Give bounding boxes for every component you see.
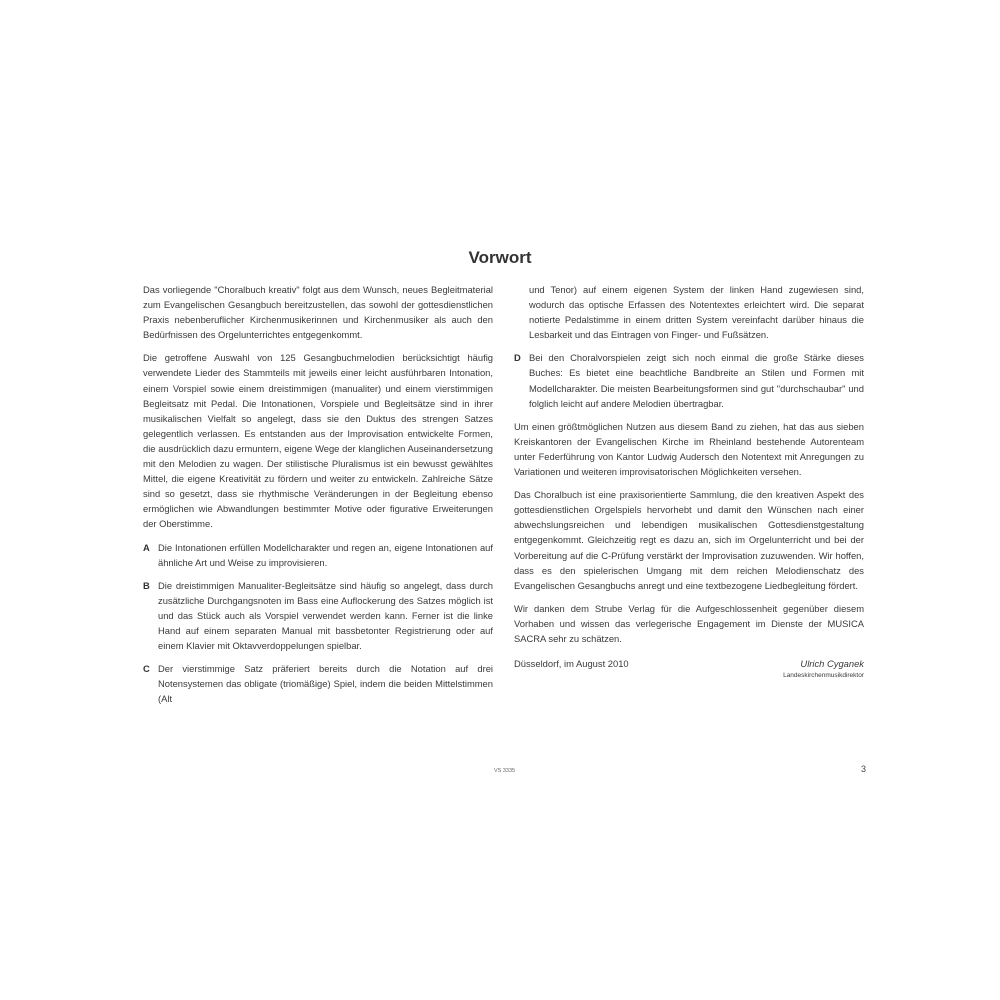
item-text-d: Bei den Choralvorspielen zeigt sich noch einmal die große Stärke dieses Buches: Es bietet eine beachtliche Bandbreite an Stilen und Formen mit Modellcharakter. Die meisten Bearbeitungsformen sind gut "durchschaubar" und folglich leicht auf andere Melodien übertragbar.	[529, 352, 864, 409]
item-label-b: B	[143, 579, 150, 591]
list-item-d	[514, 350, 864, 410]
paragraph-thanks: Wir danken dem Strube Verlag für die Aufgeschlossenheit gegenüber diesem Vorhaben und wissen das verlegerische Engagement im Dienste der MUSICA SACRA sehr zu schätzen.	[514, 602, 864, 644]
item-text-b: Die dreistimmigen Manualiter-Begleitsätze sind häufig so angelegt, dass durch zusätzliche Durchgangsnoten im Bass eine Auflockerung des Satzes möglich ist und das Stück auch als Vorspiel verwendet werden kann. Ferner ist die linke Hand auf einem separaten Manual mit bassbetonter Registrierung oder auf einem Klavier mit Oktavverdoppelungen spielbar.	[158, 579, 493, 652]
page-number: 3	[861, 764, 867, 774]
paragraph-authors: Um einen größtmöglichen Nutzen aus diesem Band zu ziehen, hat das aus sieben Kreiskantoren der Evangelischen Kirche im Rheinland bestehende Autorenteam unter Federführung von Kantor Ludwig Audersch den Notentext mit Anregungen zu Variationen und weiteren improvisatorischen Möglichkeiten versehen.	[514, 420, 864, 478]
item-label-d: D	[514, 352, 521, 364]
item-text-c-continued: und Tenor) auf einem eigenen System der linken Hand zugewiesen sind, wodurch das optische Erfassen des Notentextes erleichtert wird. Die separat notierte Pedalstimme in einem dritten System vereinfacht darüber hinaus die Lesbarkeit und das Eintragen von Finger- und Fußsätzen.	[529, 284, 864, 341]
item-text-a: Die Intonationen erfüllen Modellcharakter und regen an, eigene Intonationen auf ähnliche Art und Weise zu improvisieren.	[158, 541, 493, 568]
signature-block	[514, 656, 864, 681]
item-text-c: Der vierstimmige Satz präferiert bereits durch die Notation auf drei Notensystemen das obligate (triomäßige) Spiel, indem die beiden Mittelstimmen (Alt	[158, 663, 493, 705]
item-label-a: A	[143, 541, 150, 553]
item-label-c: C	[143, 663, 150, 675]
paragraph-intro: Das vorliegende "Choralbuch kreativ" folgt aus dem Wunsch, neues Begleitmaterial zum Evangelischen Gesangbuch bereitzustellen, das sowohl der gottesdienstlichen Praxis nebenberuflicher Kirchenmusikerinnen und Kirchenmusiker als auch den Bedürfnissen des Orgelunterrichtes entgegenkommt.	[143, 284, 493, 341]
page-title: Vorwort	[468, 248, 532, 267]
signer	[783, 656, 864, 681]
place-date: Düsseldorf, im August 2010	[514, 658, 629, 670]
paragraph-selection: Die getroffene Auswahl von 125 Gesangbuchmelodien berücksichtigt häufig verwendete Lieder des Stammteils mit jeweils einer leicht ausführbaren Intonation, einem Vorspiel sowie einem dreistimmigen (manualiter) und einem vierstimmigen Begleitsatz mit Pedal. Die Intonationen, Vorspiele und Begleitsätze sind in ihrer musikalischen Vielfalt so angelegt, dass sie den Duktus des strengen Satzes gelegentlich verlassen. Es entstanden aus der Improvisation entwickelte Formen, die ausdrücklich dazu ermuntern, eigene Wege der klanglichen Auseinandersetzung mit den Melodien zu wagen. Der stilistische Pluralismus ist ein bewusst gewähltes Mittel, die eigene Kreativität zu fördern und weiter zu entwickeln. Zahlreiche Sätze sind so gesetzt, dass sie rhythmische Veränderungen in der Begleitung ebenso ermöglichen wie Abwandlungen bestimmter Motive oder figurative Erweiterungen der Oberstimme.	[143, 352, 493, 530]
left-column	[143, 282, 493, 714]
signer-name: Ulrich Cyganek	[800, 658, 864, 670]
list-item-a	[143, 540, 493, 570]
list-item-c	[143, 661, 493, 706]
paragraph-collection: Das Choralbuch ist eine praxisorientierte Sammlung, die den kreativen Aspekt des gottesdienstlichen Orgelspiels hervorhebt und damit den Wünschen nach einer abwechslungsreichen und lebendigen musikalischen Gottesdienstgestaltung entgegenkommt. Gleichzeitig regt es dazu an, sich im Orgelunterricht und bei der Vorbereitung auf die C-Prüfung verstärkt der Improvisation zuzuwenden. Wir hoffen, dass es den spielerischen Umgang mit dem reichen Melodienschatz des Evangelischen Gesangbuchs anregt und eine textbezogene Liedbegleitung fördert.	[514, 489, 864, 591]
publisher-code: VS 3335	[494, 768, 516, 774]
signer-role: Landeskirchenmusikdirektor	[783, 672, 864, 680]
list-item-b	[143, 578, 493, 653]
right-column	[514, 282, 864, 681]
